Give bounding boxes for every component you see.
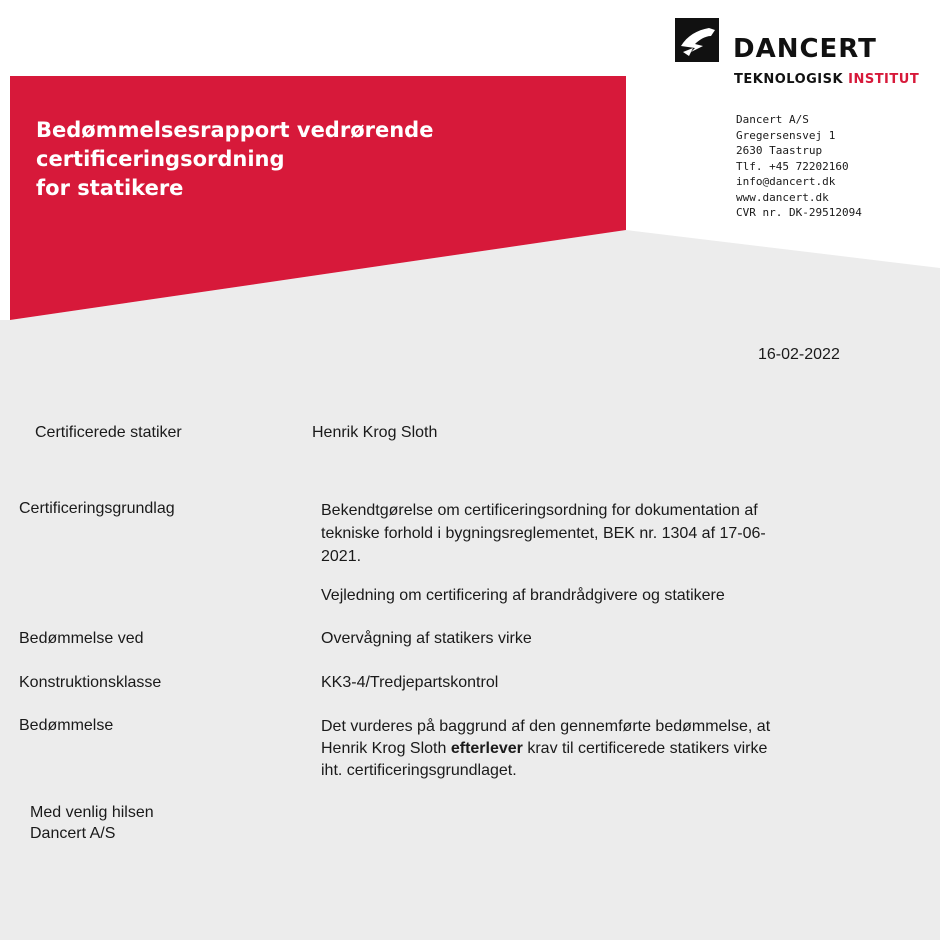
brand-subtitle: [734, 72, 919, 88]
address-line: Tlf. +45 72202160: [736, 159, 849, 173]
label-konstruktionsklasse: Konstruktionsklasse: [19, 674, 162, 691]
value-line: Det vurderes på baggrund af den gennemførte bedømmelse, at: [321, 718, 771, 735]
address-line: CVR nr. DK-29512094: [736, 206, 862, 219]
label-bedommelse-ved: Bedømmelse ved: [19, 630, 144, 647]
value-line: Bekendtgørelse om certificeringsordning for dokumentation af: [321, 502, 758, 519]
value-bedommelse-ved: Overvågning af statikers virke: [321, 630, 532, 647]
value-certificeringsgrundlag: [321, 499, 766, 568]
value-certificerede-statiker: Henrik Krog Sloth: [312, 424, 438, 441]
brand-subtitle-red: INSTITUT: [848, 72, 920, 87]
value-line: iht. certificeringsgrundlaget.: [321, 762, 517, 779]
address-line: info@dancert.dk: [736, 175, 836, 188]
address-line: Dancert A/S: [736, 113, 809, 126]
label-certificerede-statiker: Certificerede statiker: [35, 424, 182, 441]
address-line: Gregersensvej 1: [736, 128, 836, 142]
title-line-1: Bedømmelsesrapport vedrørende: [36, 118, 434, 142]
company-address: [736, 112, 862, 221]
label-certificeringsgrundlag: Certificeringsgrundlag: [19, 500, 175, 517]
dancert-logo-icon: [675, 18, 719, 62]
report-date: 16-02-2022: [758, 346, 840, 363]
label-bedommelse: Bedømmelse: [19, 717, 114, 734]
address-line: 2630 Taastrup: [736, 144, 823, 157]
brand-subtitle-dark: TEKNOLOGISK: [734, 72, 844, 87]
address-line: www.dancert.dk: [736, 190, 829, 204]
value-line-post: krav til certificerede statikers virke: [522, 740, 768, 757]
brand-name: DANCERT: [733, 34, 877, 64]
title-line-3: for statikere: [36, 176, 184, 200]
value-line-pre: Henrik Krog Sloth: [321, 740, 451, 757]
value-bedommelse: [321, 716, 770, 782]
report-title: [36, 116, 433, 203]
title-line-2: certificeringsordning: [36, 147, 285, 171]
value-line: tekniske forhold i bygningsreglementet, BEK nr. 1304 af 17-06-: [321, 525, 766, 542]
closing-company: Dancert A/S: [30, 825, 116, 842]
value-vejledning: Vejledning om certificering af brandrådgivere og statikere: [321, 587, 725, 604]
value-konstruktionsklasse: KK3-4/Tredjepartskontrol: [321, 674, 499, 691]
closing-signoff: [30, 802, 154, 844]
value-line: [321, 738, 770, 760]
closing-greeting: Med venlig hilsen: [30, 804, 154, 821]
value-emphasis: efterlever: [450, 740, 523, 757]
value-line: 2021.: [321, 548, 362, 565]
